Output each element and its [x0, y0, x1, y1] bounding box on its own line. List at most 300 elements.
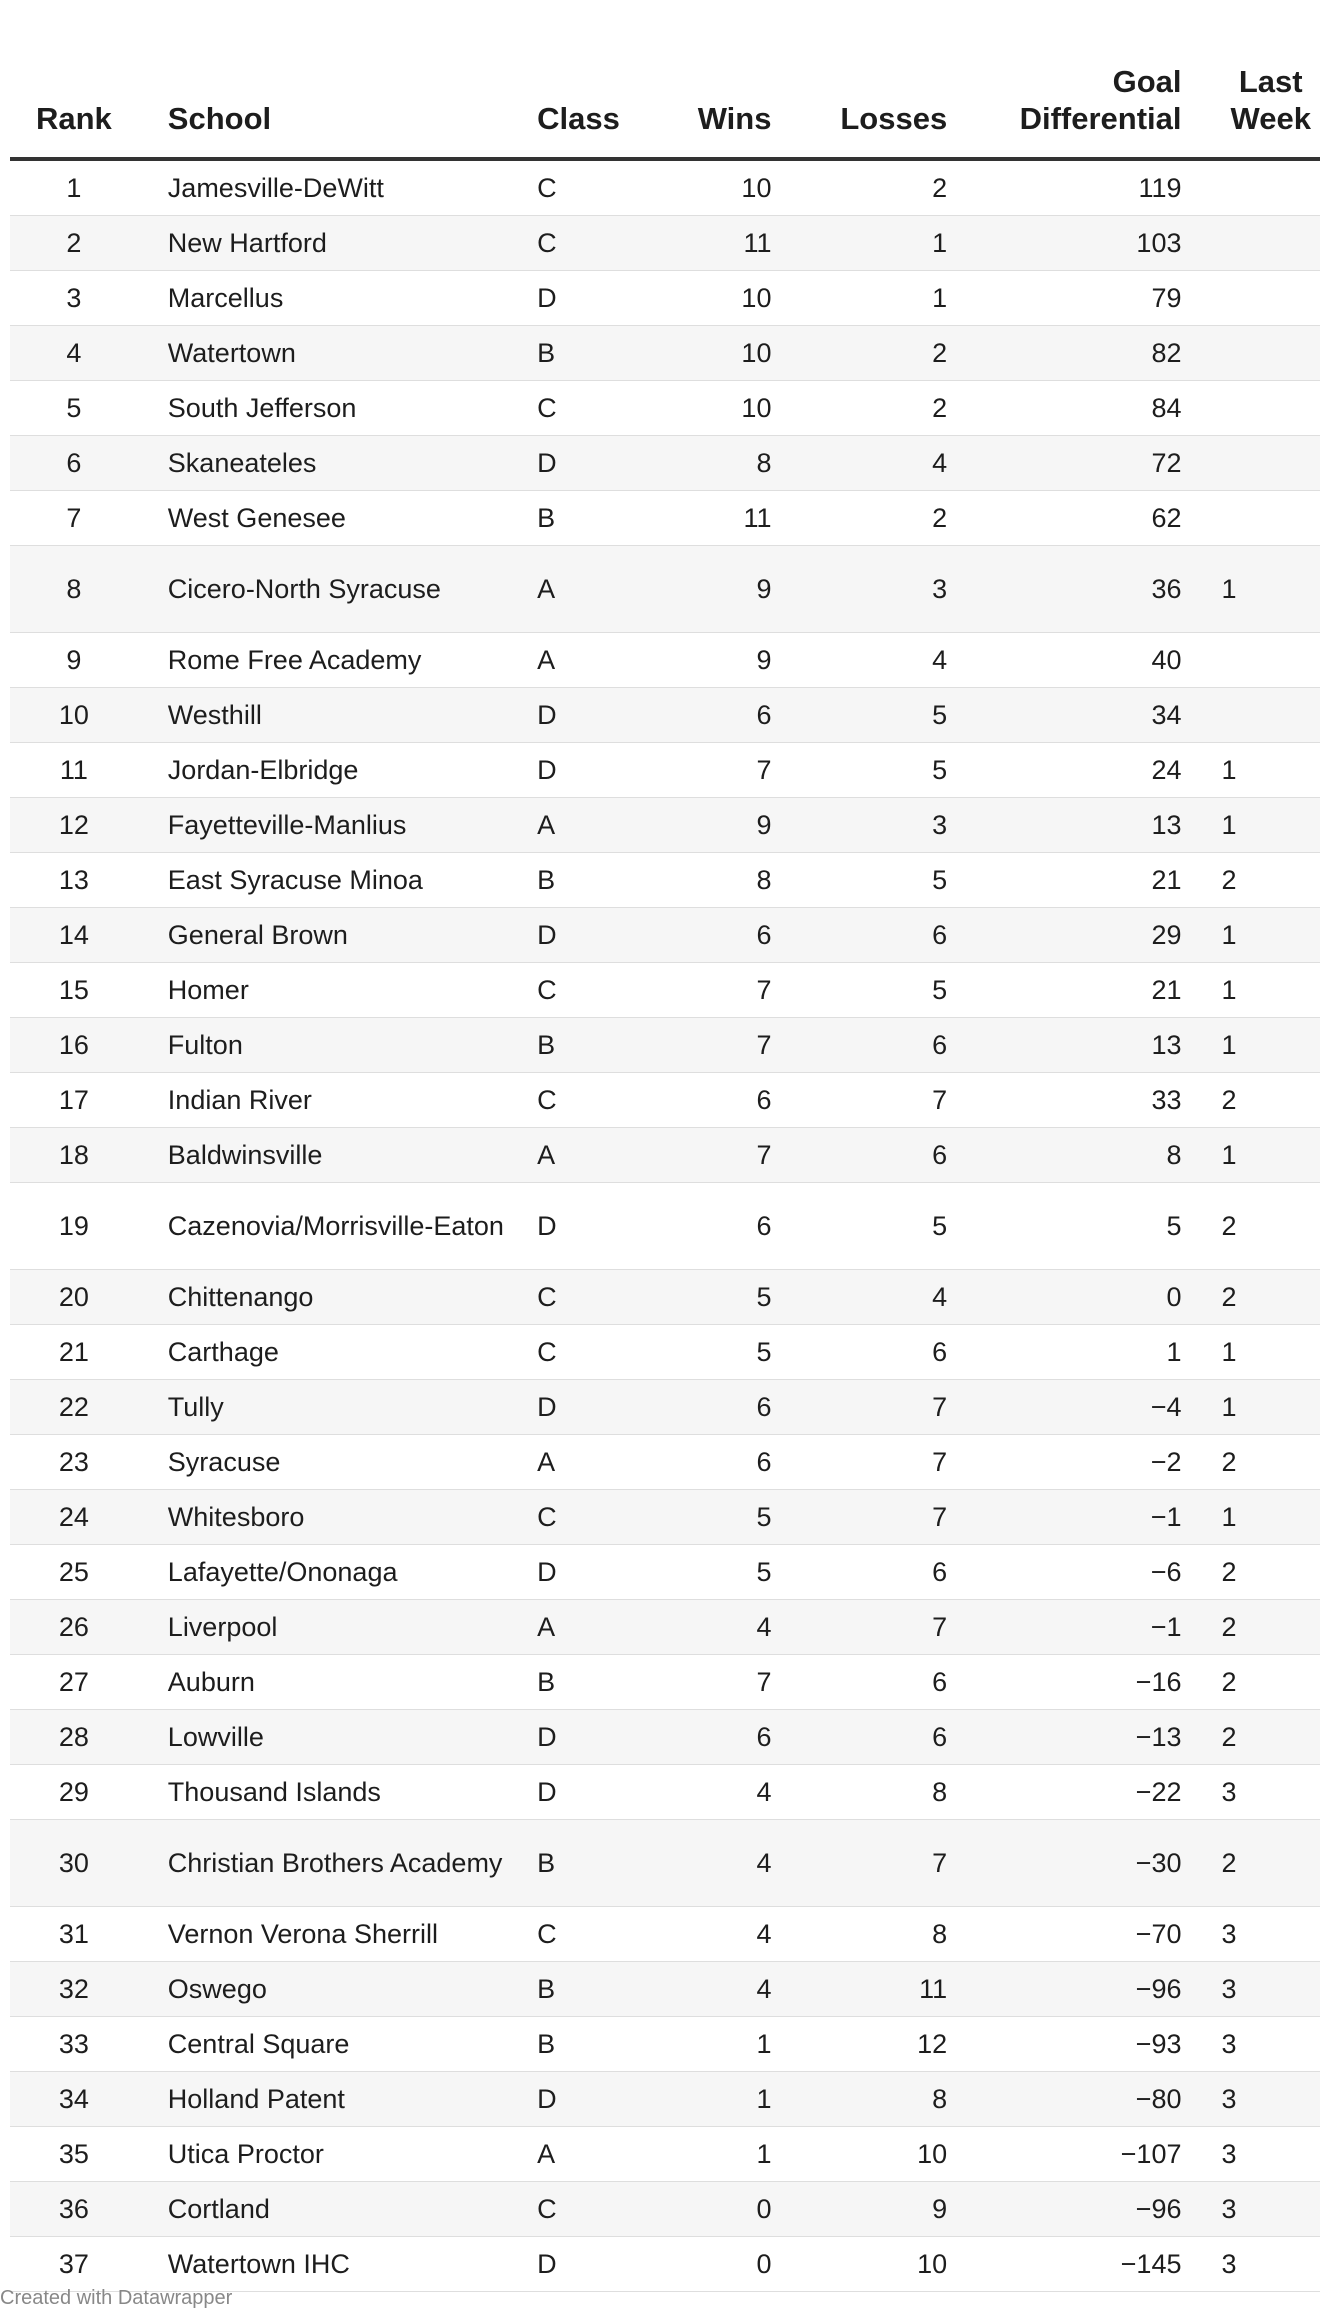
cell-losses: 4 — [771, 633, 947, 688]
table-row — [10, 1962, 1320, 2017]
cell-school: Utica Proctor — [138, 2127, 537, 2182]
cell-wins: 6 — [622, 1435, 771, 1490]
cell-goal-differential: 82 — [947, 326, 1181, 381]
cell-wins: 10 — [622, 381, 771, 436]
cell-class: D — [537, 688, 622, 743]
cell-goal-differential: 33 — [947, 1073, 1181, 1128]
cell-goal-differential: 21 — [947, 853, 1181, 908]
header-school[interactable]: School — [138, 0, 537, 159]
cell-rank: 31 — [10, 1907, 138, 1962]
cell-class: B — [537, 2017, 622, 2072]
table-row — [10, 1655, 1320, 1710]
cell-wins: 4 — [622, 1907, 771, 1962]
cell-losses: 5 — [771, 743, 947, 798]
cell-wins: 8 — [622, 436, 771, 491]
cell-last-week: 1 — [1181, 546, 1320, 633]
cell-last-week: 2 — [1181, 1655, 1320, 1710]
cell-last-week: 2 — [1181, 1183, 1320, 1270]
cell-wins: 0 — [622, 2182, 771, 2237]
cell-school: New Hartford — [138, 216, 537, 271]
cell-rank: 30 — [10, 1820, 138, 1907]
cell-losses: 7 — [771, 1073, 947, 1128]
cell-goal-differential: 13 — [947, 798, 1181, 853]
cell-school: Fayetteville-Manlius — [138, 798, 537, 853]
cell-rank: 21 — [10, 1325, 138, 1380]
cell-losses: 5 — [771, 1183, 947, 1270]
cell-goal-differential: 29 — [947, 908, 1181, 963]
cell-goal-differential: −2 — [947, 1435, 1181, 1490]
cell-losses: 7 — [771, 1600, 947, 1655]
cell-rank: 12 — [10, 798, 138, 853]
cell-last-week: 3 — [1181, 1765, 1320, 1820]
cell-rank: 27 — [10, 1655, 138, 1710]
cell-losses: 6 — [771, 1128, 947, 1183]
cell-wins: 10 — [622, 271, 771, 326]
cell-rank: 18 — [10, 1128, 138, 1183]
cell-losses: 6 — [771, 1545, 947, 1600]
cell-goal-differential: −96 — [947, 2182, 1181, 2237]
cell-wins: 6 — [622, 1183, 771, 1270]
cell-last-week — [1181, 381, 1320, 436]
cell-goal-differential: 34 — [947, 688, 1181, 743]
table-row — [10, 491, 1320, 546]
cell-rank: 17 — [10, 1073, 138, 1128]
cell-goal-differential: −107 — [947, 2127, 1181, 2182]
table-row — [10, 2182, 1320, 2237]
cell-school: Cicero-North Syracuse — [138, 546, 537, 633]
header-row — [10, 0, 1320, 159]
cell-rank: 32 — [10, 1962, 138, 2017]
cell-losses: 7 — [771, 1820, 947, 1907]
table-row — [10, 1325, 1320, 1380]
table-row — [10, 853, 1320, 908]
table-row — [10, 1490, 1320, 1545]
cell-losses: 8 — [771, 2072, 947, 2127]
cell-rank: 28 — [10, 1710, 138, 1765]
table-row — [10, 271, 1320, 326]
cell-class: D — [537, 1183, 622, 1270]
cell-last-week: 1 — [1181, 908, 1320, 963]
table-row — [10, 1435, 1320, 1490]
cell-wins: 9 — [622, 633, 771, 688]
cell-last-week: 3 — [1181, 2017, 1320, 2072]
cell-wins: 6 — [622, 908, 771, 963]
table-row — [10, 1820, 1320, 1907]
cell-last-week: 3 — [1181, 2182, 1320, 2237]
cell-school: Westhill — [138, 688, 537, 743]
cell-wins: 5 — [622, 1270, 771, 1325]
cell-class: A — [537, 546, 622, 633]
cell-rank: 25 — [10, 1545, 138, 1600]
cell-wins: 8 — [622, 853, 771, 908]
cell-last-week: 2 — [1181, 1435, 1320, 1490]
table-row — [10, 1710, 1320, 1765]
cell-class: A — [537, 2127, 622, 2182]
cell-rank: 20 — [10, 1270, 138, 1325]
cell-class: D — [537, 1765, 622, 1820]
cell-goal-differential: −30 — [947, 1820, 1181, 1907]
table-row — [10, 908, 1320, 963]
cell-school: General Brown — [138, 908, 537, 963]
cell-last-week — [1181, 271, 1320, 326]
cell-goal-differential: 36 — [947, 546, 1181, 633]
cell-rank: 14 — [10, 908, 138, 963]
table-row — [10, 1073, 1320, 1128]
cell-losses: 4 — [771, 436, 947, 491]
cell-school: Whitesboro — [138, 1490, 537, 1545]
cell-goal-differential: −22 — [947, 1765, 1181, 1820]
cell-school: Cazenovia/Morrisville-Eaton — [138, 1183, 537, 1270]
cell-school: Holland Patent — [138, 2072, 537, 2127]
table-row — [10, 159, 1320, 216]
cell-goal-differential: 1 — [947, 1325, 1181, 1380]
cell-class: D — [537, 436, 622, 491]
cell-school: Rome Free Academy — [138, 633, 537, 688]
cell-class: B — [537, 853, 622, 908]
cell-rank: 4 — [10, 326, 138, 381]
cell-goal-differential: 8 — [947, 1128, 1181, 1183]
cell-school: Baldwinsville — [138, 1128, 537, 1183]
table-row — [10, 2127, 1320, 2182]
cell-wins: 6 — [622, 1380, 771, 1435]
cell-losses: 10 — [771, 2237, 947, 2292]
cell-rank: 29 — [10, 1765, 138, 1820]
table-row — [10, 1600, 1320, 1655]
table-row — [10, 1545, 1320, 1600]
cell-class: B — [537, 491, 622, 546]
cell-school: Central Square — [138, 2017, 537, 2072]
header-class[interactable]: Class — [537, 0, 622, 159]
cell-losses: 6 — [771, 1710, 947, 1765]
cell-goal-differential: −4 — [947, 1380, 1181, 1435]
cell-school: West Genesee — [138, 491, 537, 546]
cell-losses: 9 — [771, 2182, 947, 2237]
cell-class: D — [537, 1710, 622, 1765]
cell-school: Watertown IHC — [138, 2237, 537, 2292]
table-row — [10, 688, 1320, 743]
cell-class: D — [537, 2072, 622, 2127]
cell-wins: 4 — [622, 1962, 771, 2017]
cell-school: Marcellus — [138, 271, 537, 326]
table-row — [10, 1765, 1320, 1820]
table-row — [10, 1018, 1320, 1073]
cell-wins: 1 — [622, 2072, 771, 2127]
cell-class: A — [537, 1128, 622, 1183]
cell-last-week: 2 — [1181, 1710, 1320, 1765]
cell-last-week: 1 — [1181, 798, 1320, 853]
cell-losses: 2 — [771, 381, 947, 436]
cell-wins: 5 — [622, 1545, 771, 1600]
cell-last-week: 3 — [1181, 2237, 1320, 2292]
cell-goal-differential: −16 — [947, 1655, 1181, 1710]
cell-class: D — [537, 743, 622, 798]
cell-class: A — [537, 633, 622, 688]
cell-goal-differential: 72 — [947, 436, 1181, 491]
cell-class: C — [537, 381, 622, 436]
cell-class: D — [537, 1545, 622, 1600]
cell-rank: 34 — [10, 2072, 138, 2127]
table-row — [10, 1270, 1320, 1325]
cell-last-week — [1181, 491, 1320, 546]
cell-school: Skaneateles — [138, 436, 537, 491]
cell-rank: 36 — [10, 2182, 138, 2237]
cell-losses: 6 — [771, 1325, 947, 1380]
cell-wins: 7 — [622, 963, 771, 1018]
cell-school: Lowville — [138, 1710, 537, 1765]
cell-rank: 13 — [10, 853, 138, 908]
cell-losses: 10 — [771, 2127, 947, 2182]
table-row — [10, 326, 1320, 381]
table-row — [10, 216, 1320, 271]
rankings-table — [10, 0, 1320, 2292]
cell-class: C — [537, 1490, 622, 1545]
table-row — [10, 1907, 1320, 1962]
cell-rank: 6 — [10, 436, 138, 491]
cell-goal-differential: −70 — [947, 1907, 1181, 1962]
cell-school: Thousand Islands — [138, 1765, 537, 1820]
cell-losses: 7 — [771, 1380, 947, 1435]
cell-goal-differential: 84 — [947, 381, 1181, 436]
datawrapper-credit[interactable]: Created with Datawrapper — [0, 2287, 233, 2309]
cell-losses: 2 — [771, 159, 947, 216]
cell-school: Jamesville-DeWitt — [138, 159, 537, 216]
cell-goal-differential: −6 — [947, 1545, 1181, 1600]
cell-goal-differential: 13 — [947, 1018, 1181, 1073]
cell-class: D — [537, 908, 622, 963]
cell-school: Homer — [138, 963, 537, 1018]
cell-losses: 6 — [771, 1018, 947, 1073]
cell-last-week: 2 — [1181, 1073, 1320, 1128]
cell-class: C — [537, 216, 622, 271]
cell-school: Cortland — [138, 2182, 537, 2237]
cell-goal-differential: −1 — [947, 1490, 1181, 1545]
cell-rank: 1 — [10, 159, 138, 216]
cell-rank: 23 — [10, 1435, 138, 1490]
cell-wins: 7 — [622, 1018, 771, 1073]
cell-wins: 7 — [622, 1128, 771, 1183]
cell-class: D — [537, 271, 622, 326]
cell-rank: 24 — [10, 1490, 138, 1545]
cell-rank: 35 — [10, 2127, 138, 2182]
cell-wins: 6 — [622, 1710, 771, 1765]
cell-goal-differential: −13 — [947, 1710, 1181, 1765]
cell-class: B — [537, 1820, 622, 1907]
cell-class: A — [537, 798, 622, 853]
cell-school: Vernon Verona Sherrill — [138, 1907, 537, 1962]
header-rank[interactable]: Rank — [10, 0, 138, 159]
table-row — [10, 2017, 1320, 2072]
cell-class: B — [537, 1962, 622, 2017]
cell-losses: 8 — [771, 1765, 947, 1820]
cell-last-week: 1 — [1181, 1380, 1320, 1435]
cell-losses: 5 — [771, 963, 947, 1018]
cell-last-week — [1181, 326, 1320, 381]
cell-goal-differential: 5 — [947, 1183, 1181, 1270]
cell-losses: 2 — [771, 491, 947, 546]
cell-losses: 6 — [771, 1655, 947, 1710]
cell-wins: 11 — [622, 216, 771, 271]
cell-losses: 4 — [771, 1270, 947, 1325]
cell-wins: 5 — [622, 1490, 771, 1545]
cell-school: Lafayette/Ononaga — [138, 1545, 537, 1600]
header-goal-differential[interactable]: Goal Differential — [947, 0, 1181, 159]
cell-goal-differential: −96 — [947, 1962, 1181, 2017]
cell-class: B — [537, 326, 622, 381]
table-row — [10, 633, 1320, 688]
table-header — [10, 0, 1320, 159]
cell-school: Auburn — [138, 1655, 537, 1710]
cell-goal-differential: 21 — [947, 963, 1181, 1018]
cell-class: C — [537, 2182, 622, 2237]
cell-losses: 3 — [771, 798, 947, 853]
cell-goal-differential: 24 — [947, 743, 1181, 798]
cell-rank: 11 — [10, 743, 138, 798]
cell-school: Oswego — [138, 1962, 537, 2017]
table-row — [10, 436, 1320, 491]
cell-rank: 26 — [10, 1600, 138, 1655]
header-last-week[interactable]: Last Week — [1181, 0, 1320, 159]
cell-goal-differential: 79 — [947, 271, 1181, 326]
cell-goal-differential: 62 — [947, 491, 1181, 546]
cell-class: C — [537, 1073, 622, 1128]
cell-school: Liverpool — [138, 1600, 537, 1655]
cell-wins: 9 — [622, 546, 771, 633]
cell-class: D — [537, 1380, 622, 1435]
cell-losses: 2 — [771, 326, 947, 381]
cell-school: Chittenango — [138, 1270, 537, 1325]
cell-school: Fulton — [138, 1018, 537, 1073]
cell-last-week: 2 — [1181, 1270, 1320, 1325]
cell-goal-differential: −145 — [947, 2237, 1181, 2292]
cell-last-week: 1 — [1181, 1325, 1320, 1380]
cell-wins: 9 — [622, 798, 771, 853]
cell-class: C — [537, 963, 622, 1018]
cell-losses: 12 — [771, 2017, 947, 2072]
cell-last-week — [1181, 633, 1320, 688]
cell-losses: 11 — [771, 1962, 947, 2017]
cell-last-week: 3 — [1181, 1907, 1320, 1962]
cell-class: C — [537, 1907, 622, 1962]
cell-last-week: 1 — [1181, 1490, 1320, 1545]
cell-school: South Jefferson — [138, 381, 537, 436]
cell-losses: 7 — [771, 1490, 947, 1545]
cell-rank: 9 — [10, 633, 138, 688]
cell-losses: 7 — [771, 1435, 947, 1490]
cell-rank: 8 — [10, 546, 138, 633]
cell-goal-differential: 103 — [947, 216, 1181, 271]
cell-losses: 1 — [771, 216, 947, 271]
cell-class: C — [537, 1270, 622, 1325]
cell-wins: 6 — [622, 688, 771, 743]
table-row — [10, 1380, 1320, 1435]
cell-last-week: 3 — [1181, 1962, 1320, 2017]
table-body — [10, 159, 1320, 2292]
cell-last-week: 2 — [1181, 853, 1320, 908]
cell-last-week: 1 — [1181, 1128, 1320, 1183]
cell-class: C — [537, 1325, 622, 1380]
cell-rank: 22 — [10, 1380, 138, 1435]
table-row — [10, 546, 1320, 633]
cell-last-week — [1181, 159, 1320, 216]
cell-class: C — [537, 159, 622, 216]
cell-rank: 16 — [10, 1018, 138, 1073]
cell-last-week: 2 — [1181, 1600, 1320, 1655]
cell-last-week: 1 — [1181, 1018, 1320, 1073]
cell-rank: 7 — [10, 491, 138, 546]
cell-rank: 3 — [10, 271, 138, 326]
cell-wins: 0 — [622, 2237, 771, 2292]
cell-rank: 15 — [10, 963, 138, 1018]
cell-losses: 6 — [771, 908, 947, 963]
cell-wins: 10 — [622, 159, 771, 216]
cell-school: Jordan-Elbridge — [138, 743, 537, 798]
header-wins[interactable]: Wins — [622, 0, 771, 159]
cell-last-week: 2 — [1181, 1820, 1320, 1907]
cell-rank: 33 — [10, 2017, 138, 2072]
cell-last-week — [1181, 436, 1320, 491]
cell-wins: 1 — [622, 2127, 771, 2182]
header-losses[interactable]: Losses — [771, 0, 947, 159]
cell-school: Watertown — [138, 326, 537, 381]
table-row — [10, 963, 1320, 1018]
table-row — [10, 743, 1320, 798]
cell-class: D — [537, 2237, 622, 2292]
cell-wins: 6 — [622, 1073, 771, 1128]
cell-wins: 7 — [622, 1655, 771, 1710]
cell-last-week: 3 — [1181, 2127, 1320, 2182]
cell-school: Carthage — [138, 1325, 537, 1380]
table-row — [10, 1183, 1320, 1270]
cell-goal-differential: −1 — [947, 1600, 1181, 1655]
table-container — [10, 0, 1311, 2306]
cell-rank: 10 — [10, 688, 138, 743]
cell-wins: 1 — [622, 2017, 771, 2072]
cell-goal-differential: 40 — [947, 633, 1181, 688]
cell-losses: 3 — [771, 546, 947, 633]
cell-rank: 5 — [10, 381, 138, 436]
cell-losses: 8 — [771, 1907, 947, 1962]
cell-wins: 4 — [622, 1765, 771, 1820]
cell-wins: 4 — [622, 1600, 771, 1655]
cell-goal-differential: 0 — [947, 1270, 1181, 1325]
cell-goal-differential: 119 — [947, 159, 1181, 216]
cell-school: Syracuse — [138, 1435, 537, 1490]
cell-school: Tully — [138, 1380, 537, 1435]
cell-last-week — [1181, 688, 1320, 743]
cell-goal-differential: −93 — [947, 2017, 1181, 2072]
cell-last-week: 2 — [1181, 1545, 1320, 1600]
cell-last-week: 1 — [1181, 963, 1320, 1018]
cell-rank: 2 — [10, 216, 138, 271]
table-row — [10, 2072, 1320, 2127]
cell-school: Christian Brothers Academy — [138, 1820, 537, 1907]
cell-last-week: 3 — [1181, 2072, 1320, 2127]
cell-rank: 37 — [10, 2237, 138, 2292]
cell-losses: 1 — [771, 271, 947, 326]
cell-wins: 11 — [622, 491, 771, 546]
cell-losses: 5 — [771, 688, 947, 743]
cell-wins: 10 — [622, 326, 771, 381]
table-row — [10, 381, 1320, 436]
cell-last-week — [1181, 216, 1320, 271]
cell-wins: 5 — [622, 1325, 771, 1380]
cell-school: East Syracuse Minoa — [138, 853, 537, 908]
table-row — [10, 798, 1320, 853]
cell-class: B — [537, 1018, 622, 1073]
cell-school: Indian River — [138, 1073, 537, 1128]
table-row — [10, 1128, 1320, 1183]
cell-class: A — [537, 1435, 622, 1490]
